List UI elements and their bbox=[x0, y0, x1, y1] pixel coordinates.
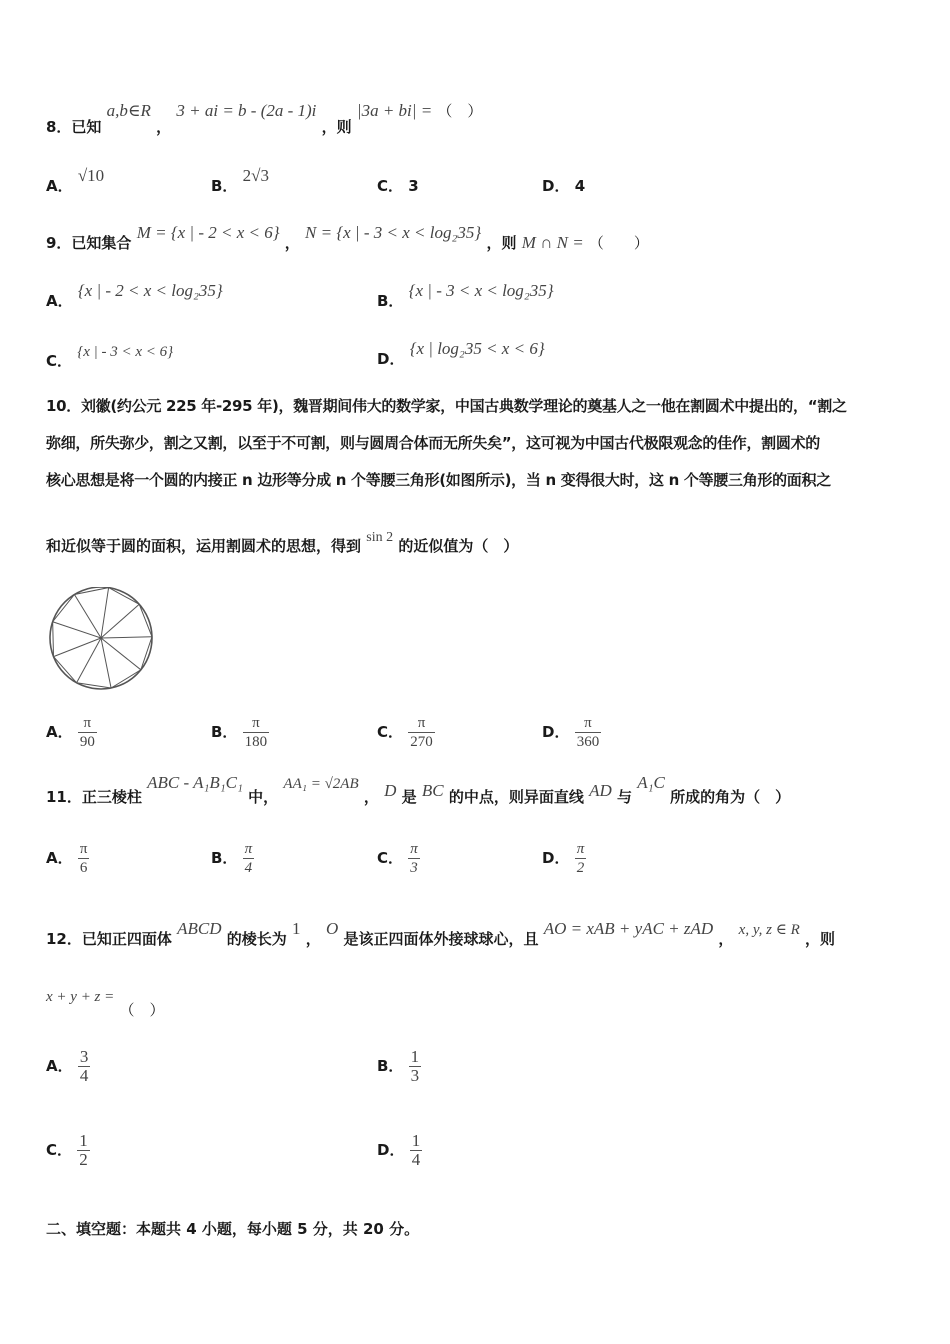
q9-sep2: ，则 bbox=[486, 234, 517, 252]
q12-option-c[interactable] bbox=[46, 1132, 90, 1169]
q8-sep2: ，则 bbox=[321, 118, 352, 136]
q9-stem bbox=[46, 222, 649, 252]
q9-option-a-value: {x | - 2 < x < log₂35} bbox=[77, 281, 223, 300]
q12-line2 bbox=[46, 985, 165, 1019]
q8-sep1: ， bbox=[156, 118, 172, 136]
q11-option-a-den: 6 bbox=[79, 860, 88, 876]
q10-option-b[interactable] bbox=[211, 714, 269, 751]
q10-figure-radius bbox=[101, 588, 109, 638]
q12-option-d-label: D． bbox=[377, 1141, 405, 1159]
q10-sin-expr: sin 2 bbox=[366, 530, 394, 545]
q8-option-c-value: 3 bbox=[408, 177, 419, 195]
q8-option-b[interactable] bbox=[211, 165, 270, 195]
q8-cond1: a,b∈R bbox=[106, 101, 151, 120]
q12-len: 1 bbox=[291, 919, 301, 938]
q11-t1: 中， bbox=[248, 788, 279, 806]
q11-option-d[interactable] bbox=[542, 840, 586, 877]
q11-t6: 所成的角为（ ） bbox=[670, 788, 791, 806]
q9-option-d-value: {x | log₂35 < x < 6} bbox=[409, 339, 545, 358]
q10-line2: 弥细，所失弥少，割之又割，以至于不可割，则与圆周合体而无所失矣”，这可视为中国古代极限观念的佳作，割圆术的 bbox=[46, 434, 820, 452]
q11-option-b-frac bbox=[243, 840, 255, 877]
q8-option-c[interactable] bbox=[377, 175, 419, 196]
q10-figure-radius bbox=[53, 622, 101, 638]
q12-point-o: O bbox=[325, 919, 339, 938]
q12-option-d-num: 1 bbox=[411, 1131, 421, 1150]
q10-figure-radius bbox=[74, 594, 101, 638]
q12-t4: ， bbox=[718, 930, 734, 948]
q11-prism: ABC - A₁B₁C₁ bbox=[147, 773, 243, 792]
q9-stem-pre: 9．已知集合 bbox=[46, 234, 132, 252]
q9-paren: （ ） bbox=[588, 234, 649, 252]
q9-expr: M ∩ N = bbox=[521, 233, 584, 252]
q9-option-b[interactable] bbox=[377, 280, 554, 310]
q12-paren: （ ） bbox=[119, 1001, 165, 1019]
q8-stem-pre: 8．已知 bbox=[46, 118, 102, 136]
q10-option-a-den: 90 bbox=[79, 734, 95, 750]
q11-option-a-frac bbox=[78, 840, 90, 877]
q11-t3: 是 bbox=[401, 788, 417, 806]
q10-option-b-frac bbox=[243, 714, 270, 751]
q11-option-d-num: π bbox=[576, 841, 585, 857]
q10-option-a-num: π bbox=[78, 714, 97, 733]
q10-option-c-frac bbox=[408, 714, 435, 751]
q8-expr: |3a + bi| = bbox=[356, 101, 433, 120]
q10-option-d-num: π bbox=[575, 714, 602, 733]
q8-option-a-label: A． bbox=[46, 177, 73, 195]
q11-option-b-num: π bbox=[244, 841, 253, 857]
q10-line4-pre: 和近似等于圆的面积，运用割圆术的思想，得到 bbox=[46, 537, 362, 555]
q12-option-b-frac bbox=[409, 1048, 422, 1085]
q10-option-c-den: 270 bbox=[410, 734, 433, 750]
q11-t4: 的中点，则异面直线 bbox=[448, 788, 584, 806]
q10-option-d[interactable] bbox=[542, 714, 601, 751]
q11-option-b[interactable] bbox=[211, 840, 254, 877]
q10-figure-radius bbox=[77, 638, 101, 683]
q10-option-a-frac bbox=[78, 714, 97, 751]
q11-stem-pre: 11．正三棱柱 bbox=[46, 788, 142, 806]
q10-option-d-den: 360 bbox=[576, 734, 600, 750]
q8-option-b-value: 2√3 bbox=[242, 166, 270, 185]
q12-option-d-den: 4 bbox=[411, 1150, 421, 1169]
q10-option-c-num: π bbox=[408, 714, 435, 733]
q9-option-a-label: A． bbox=[46, 292, 73, 310]
q8-option-a-value: √10 bbox=[77, 166, 105, 185]
section2-heading: 二、填空题：本题共 4 小题，每小题 5 分，共 20 分。 bbox=[46, 1220, 420, 1238]
q10-option-b-den: 180 bbox=[244, 734, 268, 750]
q9-option-c[interactable] bbox=[46, 340, 174, 370]
q9-option-a[interactable] bbox=[46, 280, 223, 310]
q10-circle-figure bbox=[48, 587, 158, 697]
q12-vars: x, y, z ∈ R bbox=[738, 922, 800, 938]
q11-option-a-label: A． bbox=[46, 849, 73, 867]
q11-option-c-frac bbox=[408, 840, 420, 877]
q11-stem bbox=[46, 772, 791, 806]
q10-line1: 10．刘徽(约公元 225 年-295 年)，魏晋期间伟大的数学家，中国古典数学理论的奠基人之一他在割圆术中提出的，“割之 bbox=[46, 397, 847, 415]
q12-option-b-label: B． bbox=[377, 1057, 404, 1075]
q10-line4 bbox=[46, 525, 519, 555]
q11-option-c[interactable] bbox=[377, 840, 420, 877]
q11-option-a-num: π bbox=[79, 841, 88, 857]
q10-option-a-label: A． bbox=[46, 723, 73, 741]
q12-vector-eq: AO = xAB + yAC + zAD bbox=[543, 919, 714, 938]
q12-option-a-label: A． bbox=[46, 1057, 73, 1075]
q9-option-b-label: B． bbox=[377, 292, 404, 310]
q11-option-b-label: B． bbox=[211, 849, 238, 867]
q12-stem-pre: 12．已知正四面体 bbox=[46, 930, 172, 948]
q11-line-ad: AD bbox=[589, 781, 612, 800]
q12-option-c-num: 1 bbox=[79, 1131, 88, 1150]
q12-t1: 的棱长为 bbox=[226, 930, 287, 948]
q12-option-b[interactable] bbox=[377, 1048, 421, 1085]
q11-option-b-den: 4 bbox=[244, 860, 253, 876]
q10-option-a[interactable] bbox=[46, 714, 97, 751]
q8-stem bbox=[46, 100, 483, 136]
q12-stem bbox=[46, 918, 835, 948]
q11-option-c-den: 3 bbox=[410, 860, 418, 876]
q12-t2: ， bbox=[305, 930, 321, 948]
q10-option-c[interactable] bbox=[377, 714, 435, 751]
q12-tetra: ABCD bbox=[177, 919, 222, 938]
q12-option-a-den: 4 bbox=[79, 1066, 89, 1085]
q12-option-a-num: 3 bbox=[79, 1047, 89, 1066]
q12-option-c-den: 2 bbox=[79, 1150, 88, 1169]
q8-paren: （ ） bbox=[437, 102, 483, 120]
q10-option-b-num: π bbox=[243, 714, 270, 733]
q10-option-d-label: D． bbox=[542, 723, 570, 741]
q8-option-d-value: 4 bbox=[574, 177, 586, 195]
q10-paragraph bbox=[46, 388, 908, 499]
q8-option-d-label: D． bbox=[542, 177, 570, 195]
q12-option-a-frac bbox=[78, 1048, 91, 1085]
q8-option-d[interactable] bbox=[542, 175, 585, 196]
q9-sep1: ， bbox=[284, 234, 300, 252]
q9-option-d-label: D． bbox=[377, 350, 405, 368]
q9-set-m: M = {x | - 2 < x < 6} bbox=[136, 223, 280, 242]
q10-line3: 核心思想是将一个圆的内接正 n 边形等分成 n 个等腰三角形(如图所示)，当 n 变得很大时，这 n 个等腰三角形的面积之 bbox=[46, 471, 831, 489]
q12-option-c-frac bbox=[77, 1132, 90, 1169]
q11-line-a1c: A₁C bbox=[637, 773, 665, 792]
q10-line4-post: 的近似值为（ ） bbox=[398, 537, 519, 555]
q9-option-d[interactable] bbox=[377, 338, 545, 368]
q10-figure-radius bbox=[101, 638, 141, 670]
q10-figure-radius bbox=[101, 638, 111, 688]
q8-option-a[interactable] bbox=[46, 165, 105, 195]
q11-option-d-label: D． bbox=[542, 849, 570, 867]
q8-option-b-label: B． bbox=[211, 177, 238, 195]
q12-option-b-num: 1 bbox=[410, 1047, 420, 1066]
q10-option-b-label: B． bbox=[211, 723, 238, 741]
q8-cond2: 3 + ai = b - (2a - 1)i bbox=[176, 101, 317, 120]
q8-option-c-label: C． bbox=[377, 177, 404, 195]
q10-figure-radius bbox=[101, 604, 139, 638]
q10-figure-radius bbox=[54, 638, 101, 657]
q10-figure-radius bbox=[101, 637, 152, 638]
q9-option-b-value: {x | - 3 < x < log₂35} bbox=[408, 281, 554, 300]
q11-option-c-label: C． bbox=[377, 849, 404, 867]
q10-option-c-label: C． bbox=[377, 723, 404, 741]
q11-seg-bc: BC bbox=[421, 781, 444, 800]
q12-option-d-frac bbox=[410, 1132, 423, 1169]
q12-option-a[interactable] bbox=[46, 1048, 90, 1085]
q11-option-c-num: π bbox=[410, 841, 418, 857]
q9-option-c-label: C． bbox=[46, 352, 73, 370]
q11-option-a[interactable] bbox=[46, 840, 89, 877]
q10-option-d-frac bbox=[575, 714, 602, 751]
q11-point-d: D bbox=[384, 781, 397, 800]
q11-t5: 与 bbox=[617, 788, 633, 806]
q11-option-d-frac bbox=[575, 840, 587, 877]
q12-t5: ，则 bbox=[804, 930, 835, 948]
q10-figure-group bbox=[50, 587, 152, 689]
q9-set-n: N = {x | - 3 < x < log₂35} bbox=[305, 223, 482, 242]
q11-cond: AA₁ = √2AB bbox=[283, 776, 359, 792]
q11-t2: ， bbox=[363, 788, 379, 806]
q12-option-d[interactable] bbox=[377, 1132, 422, 1169]
q12-sum-expr: x + y + z = bbox=[46, 989, 115, 1005]
q12-option-b-den: 3 bbox=[410, 1066, 420, 1085]
q11-option-d-den: 2 bbox=[576, 860, 585, 876]
q9-option-c-value: {x | - 3 < x < 6} bbox=[77, 344, 174, 360]
q12-t3: 是该正四面体外接球球心，且 bbox=[343, 930, 539, 948]
q12-option-c-label: C． bbox=[46, 1141, 73, 1159]
